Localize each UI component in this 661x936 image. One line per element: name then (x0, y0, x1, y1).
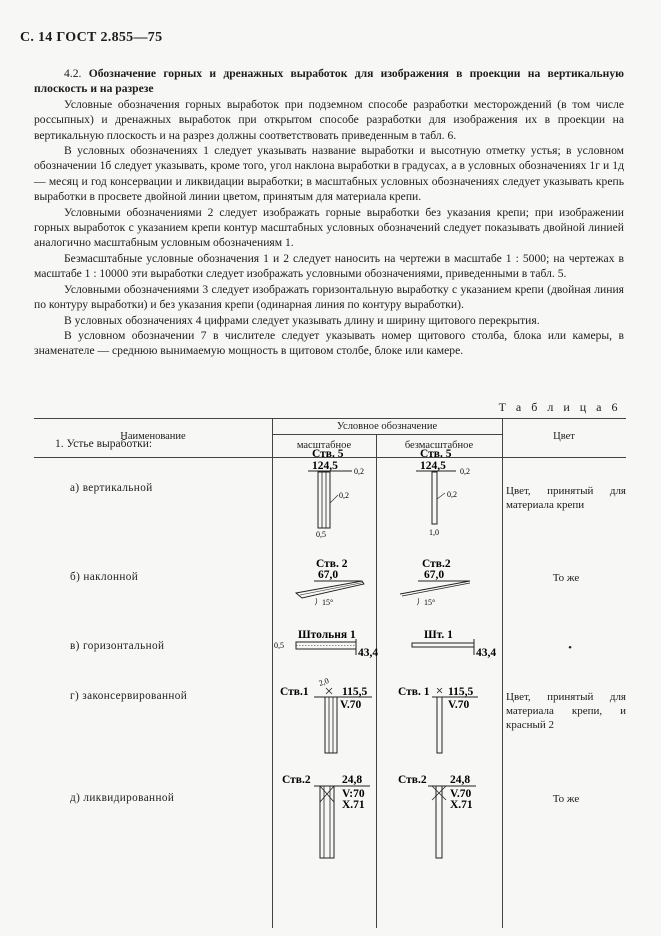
symbol-conserved-nonscale (396, 674, 500, 754)
date-label: V.70 (448, 699, 470, 711)
symbol-name: Ств.2 (282, 774, 311, 786)
color-cell: То же (552, 572, 580, 584)
column-divider (272, 418, 273, 928)
header-color: Цвет (553, 431, 575, 442)
symbol-header-divider (272, 434, 502, 435)
symbol-name: Ств.1 (280, 686, 309, 698)
header-name: Наименование (120, 431, 186, 442)
symbol-name: Шт. 1 (424, 629, 453, 641)
dim-label: 0,2 (339, 491, 349, 500)
symbol-name: Ств. 5 (312, 448, 344, 460)
color-cell: Цвет, принятый для материала крепи (506, 485, 626, 511)
date-label: V.70 (450, 788, 472, 800)
symbol-horizontal-nonscale (392, 625, 500, 665)
symbol-elevation: 115,5 (448, 686, 474, 698)
date-label: V.70 (340, 699, 362, 711)
date-label: X.71 (450, 799, 473, 811)
symbol-name: Ств. 5 (420, 448, 452, 460)
row-label: д) ликвидированной (70, 792, 175, 804)
dim-label: 0,2 (354, 467, 364, 476)
dim-label: 0,5 (316, 530, 326, 539)
mark-label: 2,0 (317, 676, 331, 688)
symbol-liquidated-scale (280, 768, 374, 860)
symbol-name: Ств. 2 (316, 558, 348, 570)
color-cell: • (568, 642, 572, 654)
symbol-liquidated-nonscale (396, 768, 500, 860)
date-label: V:70 (342, 788, 365, 800)
symbol-name: Ств.2 (422, 558, 451, 570)
symbol-vertical-scale (290, 445, 374, 540)
table-caption: Т а б л и ц а 6 (498, 400, 621, 414)
symbol-inclined-nonscale (390, 552, 490, 607)
text-block (34, 66, 624, 359)
dim-label: 0,5 (274, 641, 284, 650)
symbol-elevation: 43,4 (358, 647, 379, 659)
angle-label: 15° (322, 598, 334, 607)
paragraph: Безмасштабные условные обозначения 1 и 2 следует наносить на чертежи в масштабе 1 : 5000; на чертежах в масштабе 1 : 10000 эти выработки следует изображать условными обозначениями, приведенными в табл. 5. (34, 251, 624, 281)
row-label: а) вертикальной (70, 482, 153, 494)
row-label: б) наклонной (70, 571, 139, 583)
paragraph: Условными обозначениями 3 следует изображать горизонтальную выработку с указанием крепи (двойная линия по контуру выработки) и без указания крепи (одинарная линия по контуру выработки). (34, 282, 624, 312)
paragraph: В условных обозначениях 4 цифрами следует указывать длину и ширину щитового перекрытия. (64, 313, 540, 327)
header-scale: масштабное (296, 440, 352, 451)
symbol-elevation: 124,5 (420, 460, 446, 472)
header-nonscale: безмасштабное (404, 440, 474, 451)
group-label: 1. Устье выработки: (55, 438, 153, 450)
paragraph: Условные обозначения горных выработок при подземном способе разработки месторождений (в том числе россыпных) и дренажных выработок при открытом способе разработки для изображения их в проекции на вертикальную плоскость и на разрез должны соответствовать приведенным в табл. 6. (34, 97, 624, 142)
symbol-name: Ств.2 (398, 774, 427, 786)
paragraph: Условными обозначениями 2 следует изображать горные выработки без указания крепи; при изображении горных выработок с указанием крепи контур масштабных условных обозначений следует показывать двойной линией аналогично масштабным условным обозначениям 1. (34, 205, 624, 250)
section-heading: 4.2. Обозначение горных и дренажных выработок для изображения в проекции на вертикальную плоскость и на разрезе (34, 67, 624, 96)
symbol-elevation: 24,8 (450, 774, 471, 786)
symbol-name: Штольня 1 (298, 629, 356, 641)
column-divider (502, 418, 503, 928)
symbol-vertical-nonscale (398, 445, 498, 540)
section-title: Обозначение горных и дренажных выработок для изображения в проекции на вертикальную плоскость и на разрезе (34, 67, 624, 96)
color-cell: Цвет, принятый для материала крепи, и красный 2 (506, 691, 626, 731)
table-top-border (34, 418, 626, 419)
symbol-inclined-scale (288, 552, 374, 607)
symbol-elevation: 124,5 (312, 460, 338, 472)
dim-label: 0,2 (447, 490, 457, 499)
symbol-elevation: 67,0 (424, 569, 445, 581)
symbol-elevation: 115,5 (342, 686, 368, 698)
angle-label: 15° (424, 598, 436, 607)
header-symbol: Условное обозначение (336, 421, 438, 432)
symbol-horizontal-scale (274, 625, 379, 665)
page-header: С. 14 ГОСТ 2.855—75 (20, 30, 163, 45)
symbol-elevation: 67,0 (318, 569, 339, 581)
paragraph: В условных обозначениях 1 следует указывать название выработки и высотную отметку устья; в условном обозначении 1б следует указывать, кроме того, угол наклона выработки в градусах, а в условных обозначениях 1г и 1д — месяц и год консервации и ликвидации выработки; в масштабных условных обозначениях следует указывать крепь выработки в просвете двойной линии цветом, принятым для материала крепи. (34, 144, 624, 204)
dim-label: 1,0 (429, 528, 439, 537)
date-label: X.71 (342, 799, 365, 811)
dim-label: 0,2 (460, 467, 470, 476)
symbol-elevation: 24,8 (342, 774, 363, 786)
symbol-name: Ств. 1 (398, 686, 430, 698)
symbol-conserved-scale (280, 674, 374, 754)
column-divider (376, 434, 377, 928)
row-label: в) горизонтальной (70, 640, 165, 652)
paragraph: В условном обозначении 7 в числителе следует указывать номер щитового столба, блока или камеры, в знаменателе — среднюю вынимаемую мощность в щитовом столбе, блоке или камере. (34, 328, 624, 358)
color-cell: То же (552, 793, 580, 805)
row-label: г) законсервированной (70, 690, 188, 702)
symbol-elevation: 43,4 (476, 647, 497, 659)
